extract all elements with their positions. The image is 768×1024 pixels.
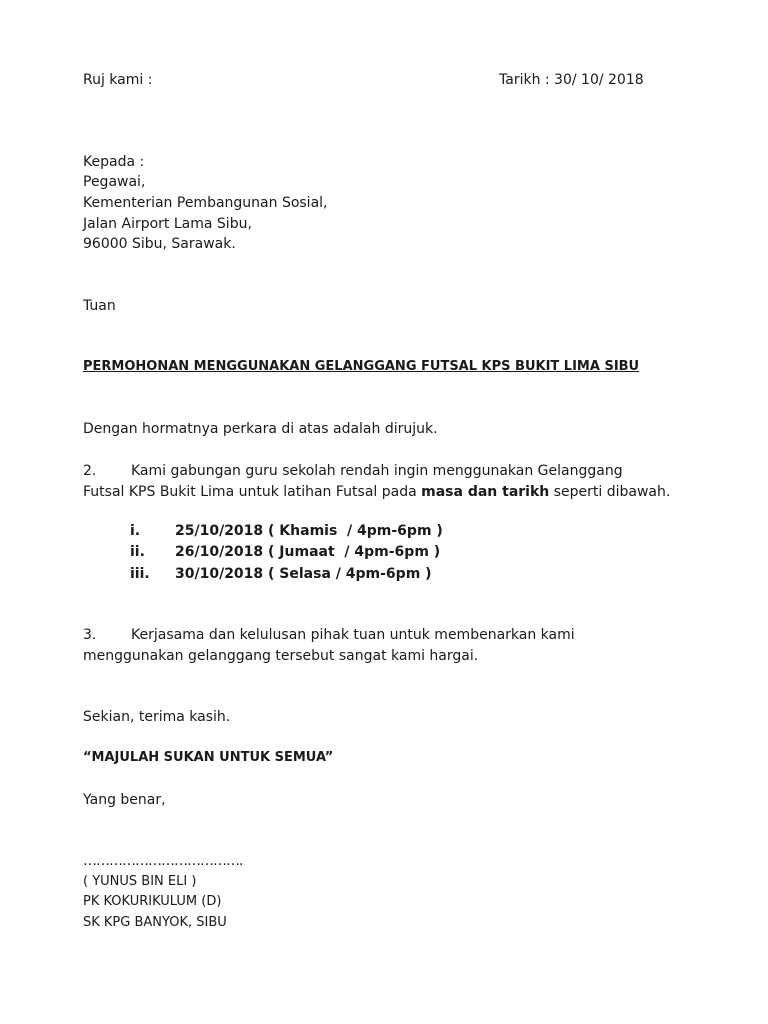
list-item: [0, 542, 768, 562]
signatory-position: PK KOKURIKULUM (D): [83, 894, 222, 909]
closing-yours: Yang benar,: [83, 792, 166, 808]
signatory-name: ( YUNUS BIN ELI ): [83, 874, 197, 889]
emphasis-text: masa dan tarikh: [421, 484, 550, 500]
letter-subject: PERMOHONAN MENGGUNAKAN GELANGGANG FUTSAL KPS BUKIT LIMA SIBU: [83, 359, 640, 374]
opening-sentence: Dengan hormatnya perkara di atas adalah dirujuk.: [83, 421, 438, 437]
recipient-line: Kementerian Pembangunan Sosial,: [83, 195, 328, 211]
paragraph-2-line2: [83, 482, 670, 502]
list-item-number: ii.: [130, 544, 145, 560]
paragraph-3-line2: menggunakan gelanggang tersebut sangat kami hargai.: [83, 648, 479, 664]
paragraph-text: Kami gabungan guru sekolah rendah ingin menggunakan Gelanggang: [131, 463, 623, 479]
list-item: [0, 564, 768, 584]
paragraph-text: seperti dibawah.: [549, 484, 671, 500]
recipient-line: 96000 Sibu, Sarawak.: [83, 236, 236, 252]
closing-motto: “MAJULAH SUKAN UNTUK SEMUA”: [83, 750, 334, 765]
signature-line: ……………………………….: [83, 853, 243, 869]
list-item-text: 30/10/2018 ( Selasa / 4pm-6pm ): [175, 566, 432, 582]
recipient-to-label: Kepada :: [83, 154, 145, 170]
letter-date: Tarikh : 30/ 10/ 2018: [499, 72, 644, 88]
paragraph-text: Kerjasama dan kelulusan pihak tuan untuk membenarkan kami: [131, 627, 575, 643]
signatory-school: SK KPG BANYOK, SIBU: [83, 915, 227, 930]
recipient-line: Pegawai,: [83, 174, 146, 190]
paragraph-number: 3.: [83, 627, 97, 643]
paragraph-text: Futsal KPS Bukit Lima untuk latihan Futsal pada: [83, 484, 422, 500]
list-item: [0, 521, 768, 541]
closing-thanks: Sekian, terima kasih.: [83, 709, 231, 725]
list-item-text: 25/10/2018 ( Khamis / 4pm-6pm ): [175, 523, 443, 539]
paragraph-number: 2.: [83, 463, 97, 479]
list-item-number: i.: [130, 523, 141, 539]
list-item-text: 26/10/2018 ( Jumaat / 4pm-6pm ): [175, 544, 441, 560]
paragraph-3-line1: [83, 625, 575, 645]
list-item-number: iii.: [130, 566, 150, 582]
salutation: Tuan: [83, 298, 116, 314]
reference-label: Ruj kami :: [83, 72, 153, 88]
recipient-line: Jalan Airport Lama Sibu,: [83, 216, 252, 232]
paragraph-2-line1: [83, 461, 623, 481]
